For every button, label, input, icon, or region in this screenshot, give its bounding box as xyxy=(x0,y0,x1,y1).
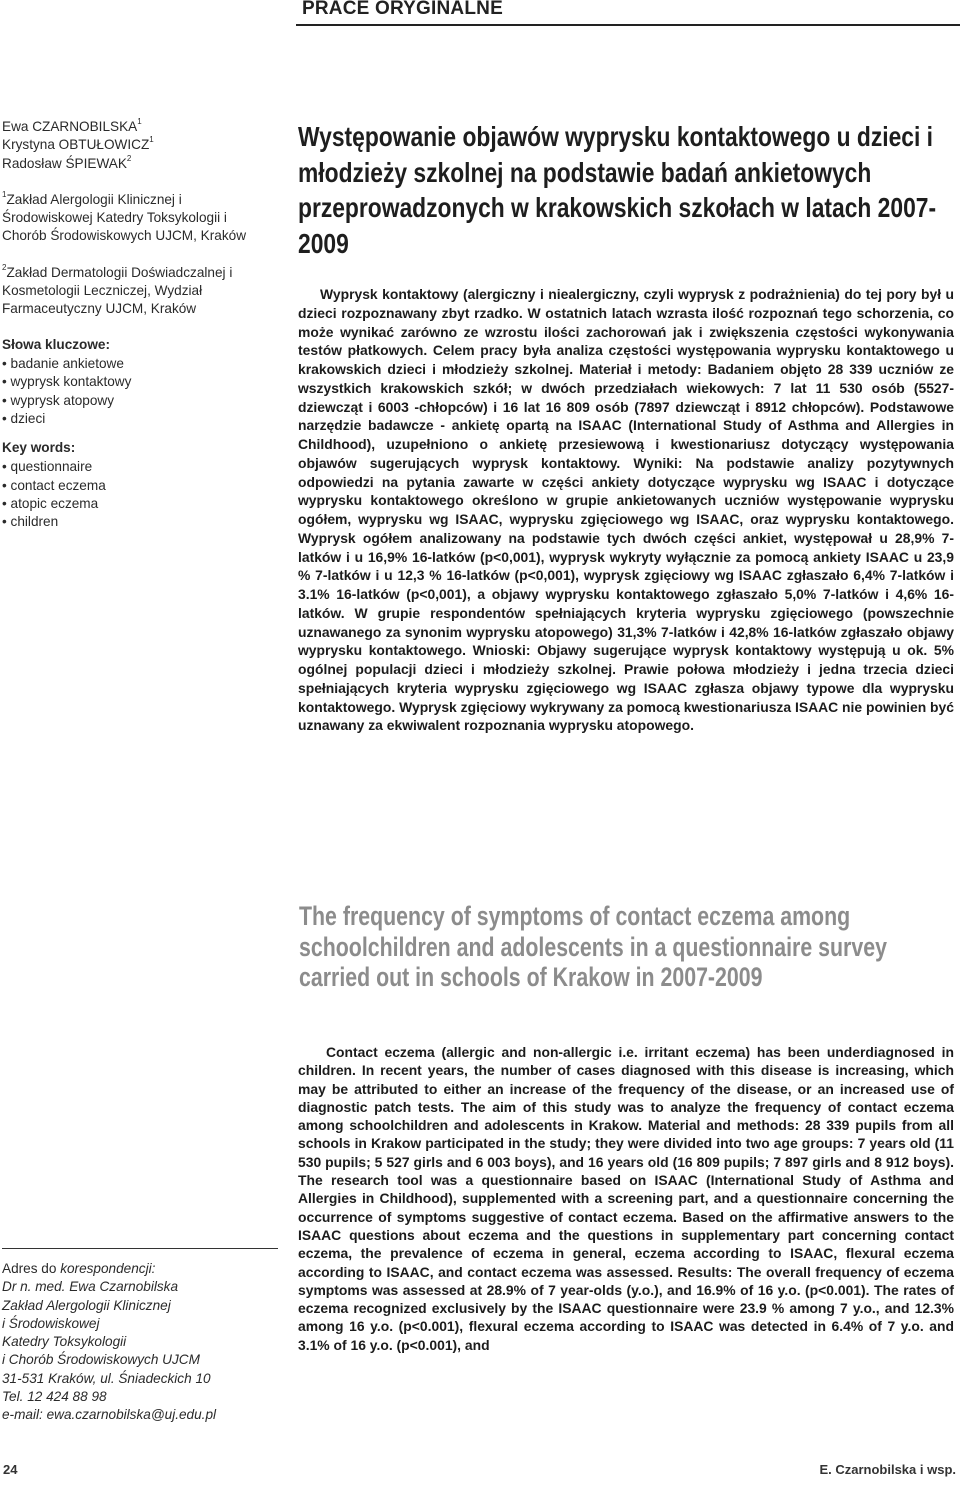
author: Krystyna OBTUŁOWICZ$^1$ xyxy=(2,135,154,153)
page-header xyxy=(0,0,960,24)
keywords-polish xyxy=(2,336,272,428)
correspondence-line: i Chorób Środowiskowych UJCM xyxy=(2,1352,200,1368)
abstract-english-text: Contact eczema (allergic and non-allergic i.e. irritant eczema) has been underdiagnosed in children. In recent years, the number of cases diagnosed with this disease is increasing, which may be attributed to either an increase of the frequency of the disease, or an increased use of diagnostic patch tests. The aim of this study was to analyze the frequency of contact eczema among schoolchildren and adolescents in Krakow. Material and methods: 28 339 pupils from all schools in Krakow participated in the study; they were divided into two age groups: 7 years old (11 530 pupils; 5 527 girls and 6 003 boys), and 16 years old (16 809 pupils; 7 897 girls and 8 912 boys). The research tool was a questionnaire based on ISAAC (International Study of Asthma and Allergies in Childhood), supplemented with a screening part, and a questionnaire concerning the occurrence of symptoms suggestive of contact eczema. Based on the affirmative answers to the ISAAC questions about eczema and the questions in supplementary part concerning contact eczema, the prevalence of eczema in general, eczema according to ISAAC, flexural eczema according to ISAAC, and contact eczema was assessed. Results: The overall frequency of eczema symptoms was assessed at 28.9% of 7 year-olds (y.o.), and 16.9% of 16 y.o. (p<0.001). The rates of eczema recognized exclusively by the ISAAC questionnaire were 23.9 % among 7 y.o., and 12.3% among 16 y.o. (p<0.001), flexural eczema according to ISAAC was detected in 6.4% of 7 y.o. and 3.1% of 16 y.o. (p<0.001), and xyxy=(298,1044,954,1353)
abstract-polish xyxy=(298,285,954,735)
correspondence-label: Adres do korespondencji: xyxy=(2,1261,156,1276)
article-title-polish: Występowanie objawów wyprysku kontaktowego u dzieci i młodzieży szkolnej na podstawie badań ankietowych przeprowadzonych w krakowskich szkołach w latach 2007-2009 xyxy=(298,121,937,259)
keywords-english xyxy=(2,439,272,531)
author: Ewa CZARNOBILSKA$^1$ xyxy=(2,117,142,134)
page-number: 24 xyxy=(3,1462,18,1477)
correspondence-line: Katedry Toksykologii xyxy=(2,1334,127,1350)
correspondence-line: Zakład Alergologii Klinicznej xyxy=(2,1297,171,1313)
author-list xyxy=(2,118,272,173)
abstract-polish-text: Wyprysk kontaktowy (alergiczny i niealergiczny, czyli wyprysk z podrażnienia) do tej pory był u dzieci rozpoznawany zbyt rzadko. W ostatnich latach wzrasta ilość rozpoznań tego schorzenia, co może wynikać zarówno ze wzrostu ilości zachorowań jak i zwiększenia częstości wykonywania testów płatkowych. Celem pracy była analiza częstości występowania wyprysku kontaktowego u krakowskich dzieci i młodzieży szkolnej. Materiał i metody: Badaniem objęto 28 339 uczniów ze wszystkich krakowskich szkół; w dwóch przedziałach wiekowych: 7 lat 11 530 osób (5527-dziewcząt i 6003 -chłopców) i 16 lat 16 809 osób (7897 dziewcząt i 8912 chłopców). Podstawowe narzędzie badawcze - ankietę opartą na ISAAC (International Study of Asthma and Allergies in Childhood), uzupełniono o ankietę przesiewową i kwestionariusz dotyczący występowania objawów sugerujących wyprysk kontaktowy. Wyniki: Na podstawie analizy pozytywnych odpowiedzi na pytania zawarte w części ankiety dotyczące wyprysku wg ISAAC i dotyczące wyprysku kontaktowego określono w grupie ankietowanych uczniów występowanie wyprysku ogółem, wyprysku wg ISAAC, wyprysku zgięciowego wg ISAAC, oraz wyprysku kontaktowego. Wyprysk ogółem analizowany na podstawie tych dwóch części ankiet, występował u 28,9% 7-latków i u 16,9% 16-latków (p<0,001), wyprysk wykryty wyłącznie za pomocą ankiety ISAAC u 23,9 % 7-latków i u 12,3 % 16-latków (p<0,001), wyprysk zgięciowy wg ISAAC zgłaszało 6,4% 7-latków i 3.1% 16-latków (p<0,001), a objawy wyprysku kontaktowego zgłaszało 5,0% 7-latków i 4,6% 16-latków. W grupie respondentów spełniających kryteria wyprysku zgięciowego (powszechnie uznawanego za synonim wyprysku atopowego) 31,3% 7-latków i 42,8% 16-latków zgłaszało objawy wyprysku kontaktowego. Wnioski: Objawy sugerujące wyprysk kontaktowy występują u ok. 5% ogólnej populacji dzieci i młodzieży szkolnej. Prawie połowa młodzieży i jedna trzecia dzieci spełniających kryteria wyprysku zgięciowego wg ISAAC zgłasza objawy typowe dla wyprysku kontaktowego. Wyprysk zgięciowy wykrywany za pomocą kwestionariusza ISAAC nie powinien być uznawany za ekwiwalent rozpoznania wyprysku atopowego. xyxy=(298,286,954,734)
affiliation: $^1$Zakład Alergologii Klinicznej i Środowiskowej Katedry Toksykologii i Chorób Środowiskowych UJCM, Kraków xyxy=(2,189,247,244)
affiliation: $^2$Zakład Dermatologii Doświadczalnej i Kosmetologii Leczniczej, Wydział Farmaceutyczny UJCM, Kraków xyxy=(2,262,233,317)
keywords-title: Słowa kluczowe: xyxy=(2,336,111,352)
author: Radosław ŚPIEWAK$^2$ xyxy=(2,153,132,171)
header-rule xyxy=(296,24,960,26)
keyword: • contact eczema xyxy=(2,477,272,495)
correspondence-address xyxy=(2,1260,282,1425)
keywords-title: Key words: xyxy=(2,440,76,456)
article-title-english: The frequency of symptoms of contact eczema among schoolchildren and adolescents in a questionnaire survey carried out in schools of Krakow in 2007-2009 xyxy=(299,901,887,992)
keyword: • badanie ankietowe xyxy=(2,355,272,373)
keyword: • wyprysk atopowy xyxy=(2,392,272,410)
keyword: • questionnaire xyxy=(2,458,272,476)
keyword: • atopic eczema xyxy=(2,495,272,513)
keyword: • dzieci xyxy=(2,410,272,428)
correspondence-line: Tel. 12 424 88 98 xyxy=(2,1389,107,1405)
correspondence-line: i Środowiskowej xyxy=(2,1315,100,1331)
section-label: PRACE ORYGINALNE xyxy=(302,0,503,19)
correspondence-line: Dr n. med. Ewa Czarnobilska xyxy=(2,1279,179,1295)
correspondence-email[interactable]: e-mail: ewa.czarnobilska@uj.edu.pl xyxy=(2,1407,217,1423)
keyword: • children xyxy=(2,513,272,531)
keyword: • wyprysk kontaktowy xyxy=(2,373,272,391)
abstract-english xyxy=(298,1043,954,1354)
correspondence-line: 31-531 Kraków, ul. Śniadeckich 10 xyxy=(2,1370,211,1386)
running-footer: E. Czarnobilska i wsp. xyxy=(819,1462,956,1477)
sidebar-metadata xyxy=(2,118,272,532)
correspondence-rule xyxy=(2,1248,278,1249)
